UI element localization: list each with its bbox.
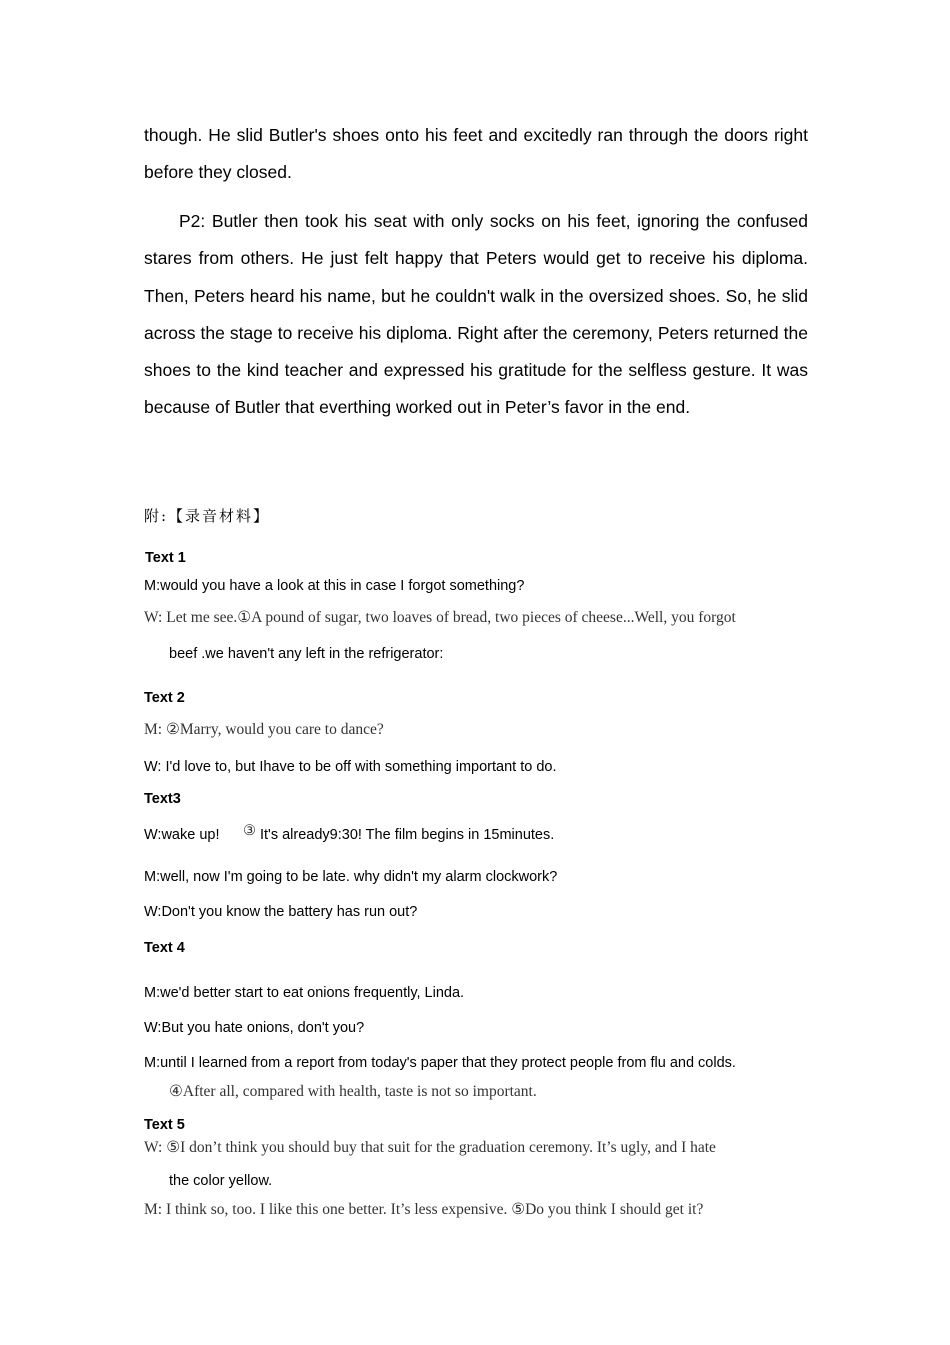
text-3-line-2: M:well, now I'm going to be late. why didn't my alarm clockwork?	[144, 869, 558, 885]
text-2-line-1: M: ②Marry, would you care to dance?	[144, 721, 384, 738]
text-3-line-1c: It's already9:30! The film begins in 15minutes.	[260, 827, 555, 843]
text-5-line-1: W: ⑤I don’t think you should buy that suit for the graduation ceremony. It’s ugly, and I hate	[144, 1139, 716, 1156]
text-1-label: Text 1	[145, 550, 186, 566]
text-4-line-2: W:But you hate onions, don't you?	[144, 1020, 365, 1036]
text-4-line-4: ④After all, compared with health, taste is not so important.	[169, 1083, 537, 1100]
appendix-heading: 附:【录音材料】	[144, 507, 271, 525]
text-5-line-2: the color yellow.	[169, 1173, 273, 1189]
text-5-line-3: M: I think so, too. I like this one better. It’s less expensive. ⑤Do you think I should get it?	[144, 1201, 704, 1218]
text-1-line-1: M:would you have a look at this in case I forgot something?	[144, 578, 525, 594]
text-5-label: Text 5	[144, 1117, 185, 1133]
text-1-line-3: beef .we haven't any left in the refrigerator:	[169, 646, 444, 662]
text-4-line-1: M:we'd better start to eat onions frequently, Linda.	[144, 985, 465, 1001]
text-2-label: Text 2	[144, 690, 185, 706]
text-3-line-1a: W:wake up!	[144, 827, 220, 843]
essay-paragraph-1: though. He slid Butler's shoes onto his feet and excitedly ran through the doors right before they closed.	[144, 125, 808, 183]
essay-paragraph-2: P2: Butler then took his seat with only socks on his feet, ignoring the confused stares from others. He just felt happy that Peters would get to receive his diploma. Then, Peters heard his name, but he couldn't walk in the oversized shoes. So, he slid across the stage to receive his diploma. Right after the ceremony, Peters returned the shoes to the kind teacher and expressed his gratitude for the selfless gesture. It was because of Butler that everthing worked out in Peter’s favor in the end.	[144, 211, 808, 418]
text-3-line-3: W:Don't you know the battery has run out?	[144, 904, 418, 920]
text-3-line-1b: ③	[243, 823, 256, 839]
text-4-line-3: M:until I learned from a report from today's paper that they protect people from flu and colds.	[144, 1055, 736, 1071]
text-1-line-2: W: Let me see.①A pound of sugar, two loaves of bread, two pieces of cheese...Well, you forgot	[144, 609, 736, 626]
text-4-label: Text 4	[144, 940, 185, 956]
text-3-label: Text3	[144, 791, 181, 807]
text-2-line-2: W: I'd love to, but Ihave to be off with something important to do.	[144, 759, 557, 775]
